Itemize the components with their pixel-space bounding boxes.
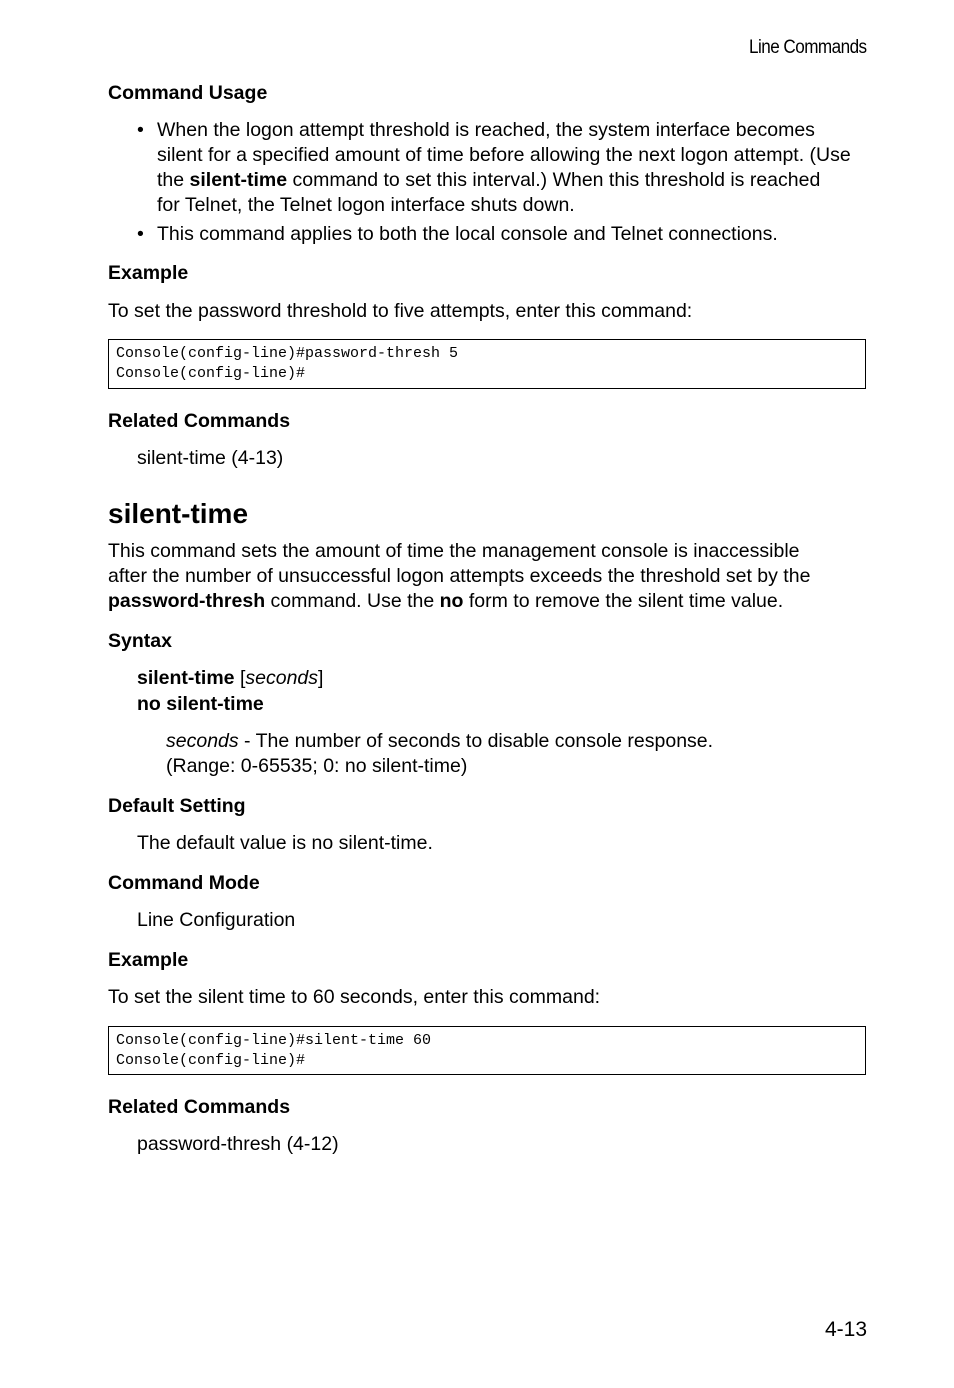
code-line: Console(config-line)# [116,364,306,382]
section-heading-default-setting: Default Setting [108,795,246,817]
bullet-item: When the logon attempt threshold is reached, the system interface becomes silent for a specified amount of time before allowing the next logon attempt. (Use the silent-time command to set this interval.) When this threshold is reached for Telnet, the Telnet logon interface shuts down. [157,119,851,216]
command-title: silent-time [108,498,249,529]
code-block [108,1026,866,1075]
command-ref: silent-time [189,169,288,191]
section-heading-example: Example [108,949,189,971]
code-line: Console(config-line)#silent-time 60 [116,1032,432,1049]
code-line: Console(config-line)#password-thresh 5 [116,345,459,362]
command-description: This command sets the amount of time the management console is inaccessible after the number of unsuccessful logon attempts exceeds the threshold set by the password-thresh command. Use the no form to remove the silent time value. [108,540,811,612]
syntax-line: silent-time [seconds] [137,667,324,689]
page-number: 4-13 [824,1318,867,1341]
section-heading-related-commands: Related Commands [108,1096,291,1118]
bullet-marker: • [137,223,144,245]
bullet-item: This command applies to both the local console and Telnet connections. [157,223,778,245]
syntax-no-form: no silent-time [137,693,264,715]
code-line: Console(config-line)# [116,1051,306,1069]
parameter-description: seconds - The number of seconds to disable console response. (Range: 0-65535; 0: no silent-time) [166,730,714,777]
section-heading-command-usage: Command Usage [108,82,268,104]
section-heading-syntax: Syntax [108,630,172,652]
example-intro: To set the password threshold to five attempts, enter this command: [108,300,693,322]
code-block [108,339,866,389]
related-command-link[interactable]: password-thresh (4-12) [137,1133,339,1155]
bullet-marker: • [137,119,144,141]
command-ref: password-thresh [108,590,266,612]
example-intro: To set the silent time to 60 seconds, enter this command: [108,986,601,1008]
section-heading-example: Example [108,262,189,284]
section-heading-related-commands: Related Commands [108,410,291,432]
keyword-no: no [439,590,464,612]
command-mode-text: Line Configuration [137,909,296,931]
running-header: Line Commands [749,37,867,58]
default-text: The default value is no silent-time. [137,832,433,854]
section-heading-command-mode: Command Mode [108,872,260,894]
related-command-link[interactable]: silent-time (4-13) [137,447,284,469]
